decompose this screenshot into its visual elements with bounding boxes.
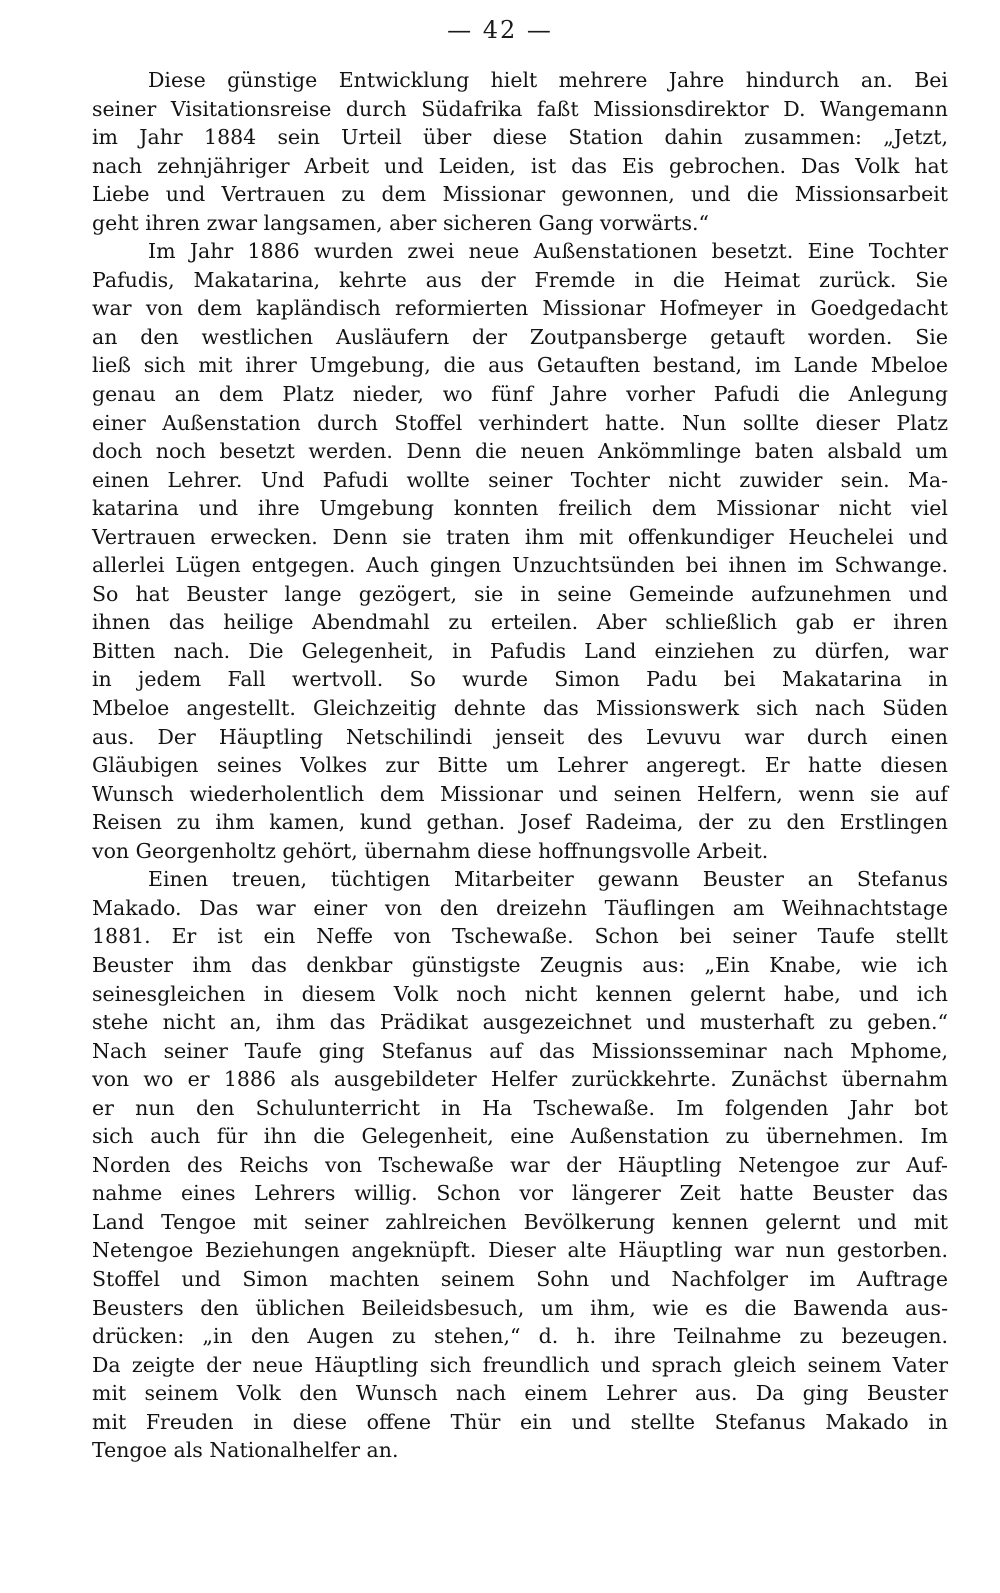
text-line: nach zehnjähriger Arbeit und Leiden, ist das Eis gebrochen. Das Volk hat bbox=[92, 153, 948, 178]
text-line: einen Lehrer. Und Pafudi wollte seiner Tochter nicht zuwider sein. Ma- bbox=[92, 467, 948, 492]
text-line: Einen treuen, tüchtigen Mitarbeiter gewann Beuster an Stefanus bbox=[148, 867, 948, 892]
body-text bbox=[92, 66, 948, 1465]
text-line: Reisen zu ihm kamen, kund gethan. Josef Radeima, der zu den Erstlingen bbox=[92, 810, 948, 835]
text-line: war von dem kapländisch reformierten Missionar Hofmeyer in Goedgedacht bbox=[92, 296, 948, 321]
text-line: ließ sich mit ihrer Umgebung, die aus Getauften bestand, im Lande Mbeloe bbox=[92, 353, 948, 378]
text-line: im Jahr 1884 sein Urteil über diese Station dahin zusammen: „Jetzt, bbox=[92, 125, 948, 150]
text-line: seinesgleichen in diesem Volk noch nicht kennen gelernt habe, und ich bbox=[92, 981, 948, 1006]
text-line: Pafudis, Makatarina, kehrte aus der Fremde in die Heimat zurück. Sie bbox=[92, 267, 948, 292]
text-line: Gläubigen seines Volkes zur Bitte um Lehrer angeregt. Er hatte diesen bbox=[92, 753, 948, 778]
text-line: ihnen das heilige Abendmahl zu erteilen. Aber schließlich gab er ihren bbox=[92, 610, 948, 635]
text-line: Norden des Reichs von Tschewaße war der Häuptling Netengoe zur Auf- bbox=[92, 1152, 948, 1177]
text-line: Tengoe als Nationalhelfer an. bbox=[92, 1438, 399, 1463]
text-line: Wunsch wiederholentlich dem Missionar und seinen Helfern, wenn sie auf bbox=[92, 781, 948, 806]
text-line: er nun den Schulunterricht in Ha Tschewaße. Im folgenden Jahr bot bbox=[92, 1095, 948, 1120]
text-line: Nach seiner Taufe ging Stefanus auf das Missionsseminar nach Mphome, bbox=[92, 1038, 948, 1063]
text-line: Im Jahr 1886 wurden zwei neue Außenstationen besetzt. Eine Tochter bbox=[148, 239, 948, 264]
text-line: allerlei Lügen entgegen. Auch gingen Unzuchtsünden bei ihnen im Schwange. bbox=[92, 553, 948, 578]
text-line: Netengoe Beziehungen angeknüpft. Dieser alte Häuptling war nun gestorben. bbox=[92, 1238, 948, 1263]
text-line: So hat Beuster lange gezögert, sie in seine Gemeinde aufzunehmen und bbox=[92, 581, 948, 606]
text-line: seiner Visitationsreise durch Südafrika faßt Missionsdirektor D. Wangemann bbox=[92, 96, 948, 121]
text-line: an den westlichen Ausläufern der Zoutpansberge getauft worden. Sie bbox=[92, 324, 948, 349]
text-line: genau an dem Platz nieder, wo fünf Jahre vorher Pafudi die Anlegung bbox=[92, 382, 948, 407]
text-line: von Georgenholtz gehört, übernahm diese hoffnungsvolle Arbeit. bbox=[92, 838, 769, 863]
text-line: Da zeigte der neue Häuptling sich freundlich und sprach gleich seinem Vater bbox=[92, 1352, 948, 1377]
text-line: mit Freuden in diese offene Thür ein und stellte Stefanus Makado in bbox=[92, 1409, 948, 1434]
text-line: 1881. Er ist ein Neffe von Tschewaße. Schon bei seiner Taufe stellt bbox=[92, 924, 948, 949]
text-line: Diese günstige Entwicklung hielt mehrere Jahre hindurch an. Bei bbox=[148, 68, 948, 92]
text-line: stehe nicht an, ihm das Prädikat ausgezeichnet und musterhaft zu geben.“ bbox=[92, 1010, 948, 1035]
text-line: von wo er 1886 als ausgebildeter Helfer zurückkehrte. Zunächst übernahm bbox=[92, 1067, 948, 1092]
text-line: Mbeloe angestellt. Gleichzeitig dehnte das Missionswerk sich nach Süden bbox=[92, 696, 948, 721]
text-line: nahme eines Lehrers willig. Schon vor längerer Zeit hatte Beuster das bbox=[92, 1181, 948, 1206]
text-line: mit seinem Volk den Wunsch nach einem Lehrer aus. Da ging Beuster bbox=[92, 1381, 948, 1406]
text-line: katarina und ihre Umgebung konnten freilich dem Missionar nicht viel bbox=[92, 496, 948, 521]
text-line: Beuster ihm das denkbar günstigste Zeugnis aus: „Ein Knabe, wie ich bbox=[92, 952, 948, 977]
text-line: Liebe und Vertrauen zu dem Missionar gewonnen, und die Missionsarbeit bbox=[92, 182, 948, 207]
text-line: aus. Der Häuptling Netschilindi jenseit des Levuvu war durch einen bbox=[92, 724, 948, 749]
text-line: drücken: „in den Augen zu stehen,“ d. h. ihre Teilnahme zu bezeugen. bbox=[92, 1324, 948, 1349]
text-line: Bitten nach. Die Gelegenheit, in Pafudis Land einziehen zu dürfen, war bbox=[92, 638, 948, 663]
text-line: sich auch für ihn die Gelegenheit, eine Außenstation zu übernehmen. Im bbox=[92, 1124, 948, 1149]
text-line: Stoffel und Simon machten seinem Sohn und Nachfolger im Auftrage bbox=[92, 1266, 948, 1291]
page-number: — 42 — bbox=[447, 16, 553, 44]
text-line: Beusters den üblichen Beileidsbesuch, um ihm, wie es die Bawenda aus- bbox=[92, 1295, 948, 1320]
text-line: doch noch besetzt werden. Denn die neuen Ankömmlinge baten alsbald um bbox=[92, 439, 948, 464]
text-line: in jedem Fall wertvoll. So wurde Simon Padu bei Makatarina in bbox=[92, 667, 948, 692]
text-line: einer Außenstation durch Stoffel verhindert hatte. Nun sollte dieser Platz bbox=[92, 410, 948, 435]
text-line: Makado. Das war einer von den dreizehn Täuflingen am Weihnachtstage bbox=[92, 895, 948, 920]
text-line: Land Tengoe mit seiner zahlreichen Bevölkerung kennen gelernt und mit bbox=[92, 1209, 948, 1234]
text-line: Vertrauen erwecken. Denn sie traten ihm mit offenkundiger Heuchelei und bbox=[92, 524, 948, 549]
text-line: geht ihren zwar langsamen, aber sicheren Gang vorwärts.“ bbox=[92, 210, 709, 235]
